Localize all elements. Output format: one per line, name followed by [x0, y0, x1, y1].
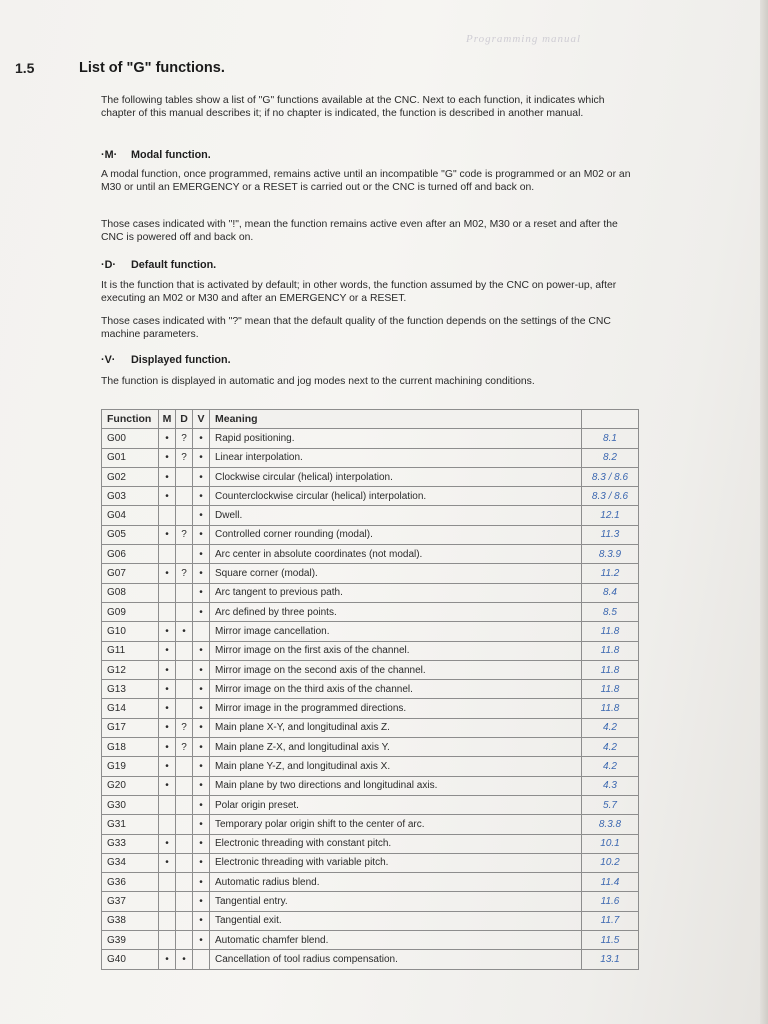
- displayed-tag: ·V·: [101, 354, 116, 366]
- function-code-cell: G07: [102, 564, 159, 583]
- table-row: [102, 680, 639, 699]
- d-flag-cell: [176, 931, 193, 950]
- v-flag-cell: •: [193, 448, 210, 467]
- function-code-cell: G01: [102, 448, 159, 467]
- d-flag-cell: ?: [176, 525, 193, 544]
- m-flag-cell: [159, 892, 176, 911]
- table-row: [102, 931, 639, 950]
- function-code-cell: G20: [102, 776, 159, 795]
- chapter-ref-cell: 8.1: [582, 429, 639, 448]
- meaning-cell: Square corner (modal).: [210, 564, 582, 583]
- chapter-ref-cell: 10.2: [582, 853, 639, 872]
- m-flag-cell: •: [159, 757, 176, 776]
- table-row: [102, 525, 639, 544]
- header-meaning: Meaning: [210, 410, 582, 429]
- v-flag-cell: •: [193, 738, 210, 757]
- header-d: D: [176, 410, 193, 429]
- table-row: [102, 738, 639, 757]
- m-flag-cell: •: [159, 525, 176, 544]
- d-flag-cell: [176, 892, 193, 911]
- m-flag-cell: •: [159, 487, 176, 506]
- modal-paragraph-2: Those cases indicated with "!", mean the function remains active even after an M02, M30 or a reset and after the CNC is powered off and back on.: [101, 219, 618, 243]
- d-flag-cell: [176, 467, 193, 486]
- chapter-ref-cell: 10.1: [582, 834, 639, 853]
- meaning-cell: Arc tangent to previous path.: [210, 583, 582, 602]
- modal-title: Modal function.: [131, 149, 211, 161]
- m-flag-cell: •: [159, 738, 176, 757]
- table-row: [102, 718, 639, 737]
- function-code-cell: G34: [102, 853, 159, 872]
- function-code-cell: G10: [102, 622, 159, 641]
- meaning-cell: Mirror image in the programmed directions.: [210, 699, 582, 718]
- chapter-ref-cell: 11.8: [582, 641, 639, 660]
- table-row: [102, 757, 639, 776]
- meaning-cell: Electronic threading with variable pitch.: [210, 853, 582, 872]
- d-flag-cell: •: [176, 950, 193, 969]
- m-flag-cell: [159, 545, 176, 564]
- m-flag-cell: [159, 931, 176, 950]
- function-code-cell: G18: [102, 738, 159, 757]
- function-code-cell: G17: [102, 718, 159, 737]
- function-code-cell: G05: [102, 525, 159, 544]
- chapter-ref-cell: 11.8: [582, 660, 639, 679]
- table-row: [102, 564, 639, 583]
- d-flag-cell: [176, 853, 193, 872]
- section-number: 1.5: [15, 60, 35, 76]
- table-row: [102, 795, 639, 814]
- meaning-cell: Main plane by two directions and longitudinal axis.: [210, 776, 582, 795]
- v-flag-cell: •: [193, 602, 210, 621]
- v-flag-cell: •: [193, 660, 210, 679]
- v-flag-cell: •: [193, 892, 210, 911]
- default-heading: [101, 259, 216, 271]
- function-code-cell: G03: [102, 487, 159, 506]
- table-row: [102, 853, 639, 872]
- v-flag-cell: •: [193, 641, 210, 660]
- chapter-ref-cell: 8.4: [582, 583, 639, 602]
- chapter-ref-cell: 8.3.8: [582, 815, 639, 834]
- intro-paragraph: The following tables show a list of "G" functions available at the CNC. Next to each function, it indicates which chapter of this manual describes it; if no chapter is indicated, the function is described in another manual.: [101, 95, 605, 119]
- table-row: [102, 467, 639, 486]
- table-row: [102, 506, 639, 525]
- meaning-cell: Dwell.: [210, 506, 582, 525]
- chapter-ref-cell: 8.3 / 8.6: [582, 467, 639, 486]
- chapter-ref-cell: 4.2: [582, 738, 639, 757]
- v-flag-cell: •: [193, 564, 210, 583]
- v-flag-cell: •: [193, 467, 210, 486]
- table-row: [102, 892, 639, 911]
- function-code-cell: G33: [102, 834, 159, 853]
- function-code-cell: G19: [102, 757, 159, 776]
- table-row: [102, 834, 639, 853]
- meaning-cell: Linear interpolation.: [210, 448, 582, 467]
- v-flag-cell: •: [193, 795, 210, 814]
- chapter-ref-cell: 12.1: [582, 506, 639, 525]
- meaning-cell: Mirror image on the first axis of the channel.: [210, 641, 582, 660]
- function-code-cell: G13: [102, 680, 159, 699]
- displayed-heading: [101, 354, 231, 366]
- meaning-cell: Mirror image on the second axis of the channel.: [210, 660, 582, 679]
- chapter-ref-cell: 4.2: [582, 718, 639, 737]
- m-flag-cell: •: [159, 680, 176, 699]
- function-code-cell: G08: [102, 583, 159, 602]
- d-flag-cell: [176, 680, 193, 699]
- table-row: [102, 660, 639, 679]
- v-flag-cell: [193, 622, 210, 641]
- m-flag-cell: [159, 795, 176, 814]
- v-flag-cell: •: [193, 506, 210, 525]
- chapter-ref-cell: 11.3: [582, 525, 639, 544]
- m-flag-cell: •: [159, 564, 176, 583]
- d-flag-cell: [176, 776, 193, 795]
- meaning-cell: Rapid positioning.: [210, 429, 582, 448]
- table-row: [102, 911, 639, 930]
- modal-tag: ·M·: [101, 149, 118, 161]
- function-code-cell: G09: [102, 602, 159, 621]
- meaning-cell: Counterclockwise circular (helical) interpolation.: [210, 487, 582, 506]
- header-m: M: [159, 410, 176, 429]
- d-flag-cell: [176, 757, 193, 776]
- function-code-cell: G37: [102, 892, 159, 911]
- meaning-cell: Temporary polar origin shift to the center of arc.: [210, 815, 582, 834]
- v-flag-cell: •: [193, 699, 210, 718]
- page-edge-shadow: [760, 0, 768, 1024]
- table-row: [102, 429, 639, 448]
- v-flag-cell: •: [193, 545, 210, 564]
- meaning-cell: Mirror image cancellation.: [210, 622, 582, 641]
- chapter-ref-cell: 5.7: [582, 795, 639, 814]
- v-flag-cell: •: [193, 429, 210, 448]
- d-flag-cell: [176, 487, 193, 506]
- table-row: [102, 487, 639, 506]
- table-row: [102, 699, 639, 718]
- table-row: [102, 873, 639, 892]
- m-flag-cell: [159, 602, 176, 621]
- d-flag-cell: ?: [176, 718, 193, 737]
- chapter-ref-cell: 8.3.9: [582, 545, 639, 564]
- m-flag-cell: •: [159, 950, 176, 969]
- d-flag-cell: ?: [176, 448, 193, 467]
- table-row: [102, 602, 639, 621]
- meaning-cell: Clockwise circular (helical) interpolation.: [210, 467, 582, 486]
- meaning-cell: Polar origin preset.: [210, 795, 582, 814]
- d-flag-cell: [176, 795, 193, 814]
- chapter-ref-cell: 11.8: [582, 680, 639, 699]
- v-flag-cell: •: [193, 776, 210, 795]
- d-flag-cell: [176, 815, 193, 834]
- m-flag-cell: [159, 506, 176, 525]
- d-flag-cell: ?: [176, 738, 193, 757]
- chapter-ref-cell: 11.8: [582, 622, 639, 641]
- v-flag-cell: •: [193, 757, 210, 776]
- table-row: [102, 583, 639, 602]
- function-code-cell: G36: [102, 873, 159, 892]
- d-flag-cell: [176, 506, 193, 525]
- header-function: Function: [102, 410, 159, 429]
- table-row: [102, 622, 639, 641]
- modal-heading: [101, 149, 211, 161]
- v-flag-cell: •: [193, 583, 210, 602]
- v-flag-cell: •: [193, 487, 210, 506]
- meaning-cell: Main plane Y-Z, and longitudinal axis X.: [210, 757, 582, 776]
- table-body: [102, 429, 639, 969]
- m-flag-cell: •: [159, 641, 176, 660]
- m-flag-cell: •: [159, 776, 176, 795]
- v-flag-cell: •: [193, 873, 210, 892]
- meaning-cell: Mirror image on the third axis of the channel.: [210, 680, 582, 699]
- function-code-cell: G02: [102, 467, 159, 486]
- function-code-cell: G38: [102, 911, 159, 930]
- d-flag-cell: [176, 602, 193, 621]
- m-flag-cell: •: [159, 622, 176, 641]
- d-flag-cell: [176, 873, 193, 892]
- function-code-cell: G11: [102, 641, 159, 660]
- m-flag-cell: [159, 873, 176, 892]
- d-flag-cell: •: [176, 622, 193, 641]
- chapter-ref-cell: 4.3: [582, 776, 639, 795]
- m-flag-cell: [159, 815, 176, 834]
- chapter-ref-cell: 8.2: [582, 448, 639, 467]
- d-flag-cell: [176, 834, 193, 853]
- meaning-cell: Main plane Z-X, and longitudinal axis Y.: [210, 738, 582, 757]
- header-chapter: [582, 410, 639, 429]
- d-flag-cell: [176, 911, 193, 930]
- chapter-ref-cell: 11.6: [582, 892, 639, 911]
- m-flag-cell: •: [159, 429, 176, 448]
- table-row: [102, 950, 639, 969]
- meaning-cell: Tangential entry.: [210, 892, 582, 911]
- meaning-cell: Arc defined by three points.: [210, 602, 582, 621]
- function-code-cell: G00: [102, 429, 159, 448]
- table-row: [102, 815, 639, 834]
- meaning-cell: Electronic threading with constant pitch.: [210, 834, 582, 853]
- v-flag-cell: •: [193, 931, 210, 950]
- section-title: List of "G" functions.: [79, 60, 225, 76]
- v-flag-cell: •: [193, 911, 210, 930]
- meaning-cell: Main plane X-Y, and longitudinal axis Z.: [210, 718, 582, 737]
- chapter-ref-cell: 13.1: [582, 950, 639, 969]
- table-row: [102, 545, 639, 564]
- function-code-cell: G31: [102, 815, 159, 834]
- displayed-paragraph: The function is displayed in automatic and jog modes next to the current machining conditions.: [101, 376, 535, 387]
- displayed-title: Displayed function.: [131, 354, 231, 366]
- table-header-row: [102, 410, 639, 429]
- m-flag-cell: •: [159, 699, 176, 718]
- m-flag-cell: [159, 583, 176, 602]
- v-flag-cell: •: [193, 680, 210, 699]
- table-row: [102, 776, 639, 795]
- function-code-cell: G04: [102, 506, 159, 525]
- v-flag-cell: •: [193, 718, 210, 737]
- function-code-cell: G39: [102, 931, 159, 950]
- m-flag-cell: •: [159, 718, 176, 737]
- m-flag-cell: •: [159, 853, 176, 872]
- meaning-cell: Tangential exit.: [210, 911, 582, 930]
- chapter-ref-cell: 11.2: [582, 564, 639, 583]
- function-code-cell: G12: [102, 660, 159, 679]
- d-flag-cell: ?: [176, 564, 193, 583]
- default-paragraph-2: Those cases indicated with "?" mean that the default quality of the function depends on the settings of the CNC machine parameters.: [101, 316, 611, 340]
- m-flag-cell: •: [159, 448, 176, 467]
- chapter-ref-cell: 11.7: [582, 911, 639, 930]
- meaning-cell: Controlled corner rounding (modal).: [210, 525, 582, 544]
- meaning-cell: Cancellation of tool radius compensation.: [210, 950, 582, 969]
- meaning-cell: Automatic radius blend.: [210, 873, 582, 892]
- function-code-cell: G40: [102, 950, 159, 969]
- meaning-cell: Automatic chamfer blend.: [210, 931, 582, 950]
- chapter-ref-cell: 11.5: [582, 931, 639, 950]
- v-flag-cell: •: [193, 834, 210, 853]
- function-code-cell: G14: [102, 699, 159, 718]
- d-flag-cell: [176, 660, 193, 679]
- v-flag-cell: •: [193, 815, 210, 834]
- modal-paragraph-1: A modal function, once programmed, remains active until an incompatible "G" code is programmed or an M02 or an M30 or until an EMERGENCY or a RESET is carried out or the CNC is turned off and back on.: [101, 169, 631, 193]
- default-paragraph-1: It is the function that is activated by default; in other words, the function assumed by the CNC on power-up, after executing an M02 or M30 and after an EMERGENCY or a RESET.: [101, 280, 617, 304]
- m-flag-cell: •: [159, 660, 176, 679]
- default-title: Default function.: [131, 259, 217, 271]
- default-tag: ·D·: [101, 259, 116, 271]
- chapter-ref-cell: 11.4: [582, 873, 639, 892]
- header-v: V: [193, 410, 210, 429]
- meaning-cell: Arc center in absolute coordinates (not modal).: [210, 545, 582, 564]
- v-flag-cell: •: [193, 525, 210, 544]
- chapter-ref-cell: 8.5: [582, 602, 639, 621]
- table-row: [102, 641, 639, 660]
- d-flag-cell: [176, 641, 193, 660]
- function-code-cell: G30: [102, 795, 159, 814]
- chapter-ref-cell: 11.8: [582, 699, 639, 718]
- v-flag-cell: •: [193, 853, 210, 872]
- running-header: Programming manual: [466, 33, 582, 45]
- chapter-ref-cell: 8.3 / 8.6: [582, 487, 639, 506]
- m-flag-cell: [159, 911, 176, 930]
- d-flag-cell: [176, 583, 193, 602]
- d-flag-cell: [176, 545, 193, 564]
- g-functions-table: [101, 409, 639, 970]
- v-flag-cell: [193, 950, 210, 969]
- function-code-cell: G06: [102, 545, 159, 564]
- chapter-ref-cell: 4.2: [582, 757, 639, 776]
- table-row: [102, 448, 639, 467]
- m-flag-cell: •: [159, 467, 176, 486]
- m-flag-cell: •: [159, 834, 176, 853]
- d-flag-cell: [176, 699, 193, 718]
- d-flag-cell: ?: [176, 429, 193, 448]
